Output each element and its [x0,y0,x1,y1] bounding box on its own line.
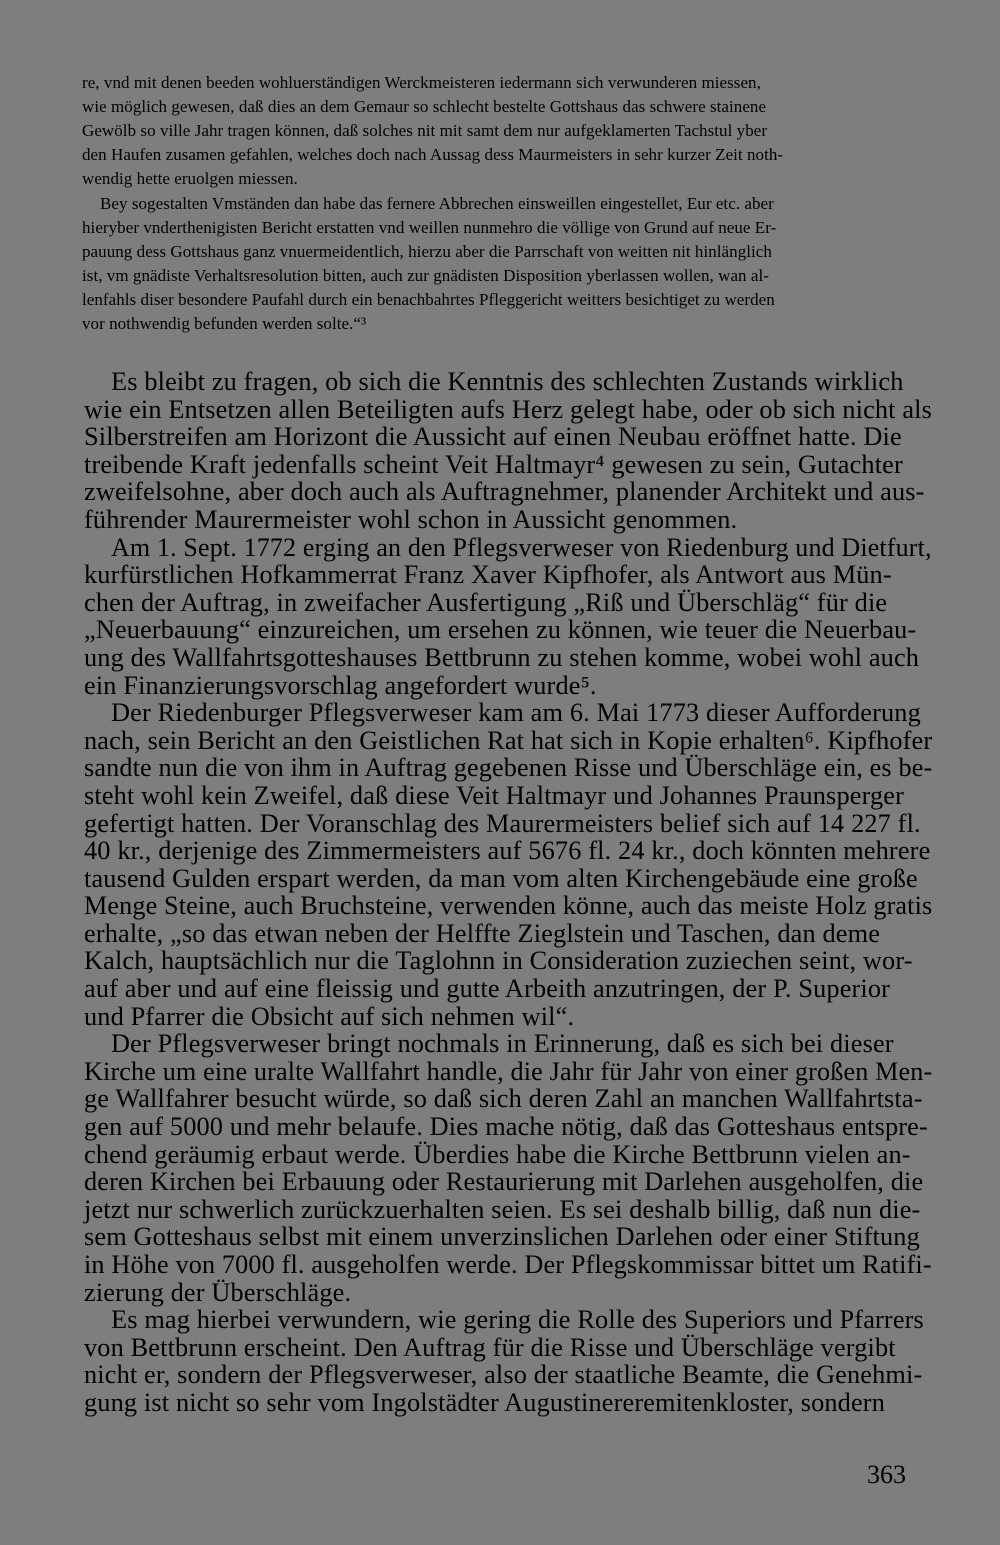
quote-line: lenfahls diser besondere Paufahl durch ein benachbahrtes Pfleggericht weitters besichtiget zu werden [82,289,775,309]
body-line: zierung der Überschläge. [84,1277,352,1307]
quote-line: hieryber vnderthenigisten Bericht erstatten vnd weillen nunmehro die völlige von Grund auf neue Er- [82,217,777,237]
body-line: ge Wallfahrer besucht würde, so daß sich deren Zahl an manchen Wallfahrtsta- [84,1084,923,1114]
body-line: gen auf 5000 und mehr belaufe. Dies mache nötig, daß das Gotteshaus entspre- [84,1112,928,1142]
body-line: sandte nun die von ihm in Auftrag gegebenen Risse und Überschläge ein, es be- [84,753,933,783]
quote-line: den Haufen zusamen gefahlen, welches doch nach Aussag dess Maurmeisters in sehr kurzer Zeit noth- [82,145,784,165]
quote-line: Bey sogestalten Vmständen dan habe das fernere Abbrechen einsweillen eingestellet, Eur etc. aber [100,193,774,213]
body-line: Der Riedenburger Pflegsverweser kam am 6. Mai 1773 dieser Aufforderung [111,698,921,728]
body-line: tausend Gulden erspart werden, da man vom alten Kirchengebäude eine große [84,863,918,893]
quote-line: Gewölb so ville Jahr tragen können, daß solches nit mit samt dem nur aufgeklamerten Tachstul yber [82,121,768,141]
body-line: sem Gotteshaus selbst mit einem unverzinslichen Darlehen oder einer Stiftung [84,1222,920,1252]
page-number: 363 [867,1460,906,1489]
quote-line: pauung dess Gottshaus ganz vnuermeidentlich, hierzu aber die Parrschaft von weitten nit hinlänglich [82,241,772,261]
body-line: auf aber und auf eine fleissig und gutte Arbeith anzutringen, der P. Superior [84,974,891,1004]
body-line: kurfürstlichen Hofkammerrat Franz Xaver Kipfhofer, als Antwort aus Mün- [84,560,892,590]
body-line: Kirche um eine uralte Wallfahrt handle, die Jahr für Jahr von einer großen Men- [84,1056,933,1086]
body-line: zweifelsohne, aber doch auch als Auftragnehmer, planender Architekt und aus- [84,477,925,507]
quote-line: vor nothwendig befunden werden solte.“³ [82,314,367,333]
body-line: gefertigt hatten. Der Voranschlag des Maurermeisters belief sich auf 14 227 fl. [84,808,921,838]
quote-line: wie möglich gewesen, daß dies an dem Gemaur so schlecht bestelte Gottshaus das schwere stainene [82,97,767,117]
body-line: erhalte, „so das etwan neben der Helffte Zieglstein und Taschen, dan deme [84,918,881,948]
body-line: führender Maurermeister wohl schon in Aussicht genommen. [84,504,738,534]
quote-line: re, vnd mit denen beeden wohluerständigen Werckmeisteren iedermann sich verwunderen miessen, [82,73,761,92]
body-line: Der Pflegsverweser bringt nochmals in Erinnerung, daß es sich bei dieser [111,1029,894,1059]
body-line: chend geräumig erbaut werde. Überdies habe die Kirche Bettbrunn vielen an- [84,1139,911,1169]
body-line: wie ein Entsetzen allen Beteiligten aufs Herz gelegt habe, oder ob sich nicht als [84,394,932,424]
body-line: 40 kr., derjenige des Zimmermeisters auf 5676 fl. 24 kr., doch könnten mehrere [84,836,931,866]
body-line: Menge Steine, auch Bruchsteine, verwenden könne, auch das meiste Holz gratis [84,891,933,921]
body-line: Silberstreifen am Horizont die Aussicht auf einen Neubau eröffnet hatte. Die [84,422,902,452]
body-line: ung des Wallfahrtsgotteshauses Bettbrunn zu stehen komme, wobei wohl auch [84,642,920,672]
body-line: treibende Kraft jedenfalls scheint Veit Haltmayr⁴ gewesen zu sein, Gutachter [84,449,903,479]
body-line: nicht er, sondern der Pflegsverweser, also der staatliche Beamte, die Genehmi- [84,1360,923,1390]
quote-line: ist, vm gnädiste Verhaltsresolution bitten, auch zur gnädisten Disposition yberlassen wollen, wan al- [82,265,769,285]
body-line: deren Kirchen bei Erbauung oder Restaurierung mit Darlehen ausgeholfen, die [84,1167,924,1197]
body-line: chen der Auftrag, in zweifacher Ausfertigung „Riß und Überschläg“ für die [84,587,888,617]
body-line: von Bettbrunn erscheint. Den Auftrag für die Risse und Überschläge vergibt [84,1332,896,1362]
body-line: gung ist nicht so sehr vom Ingolstädter Augustinereremitenkloster, sondern [84,1388,886,1417]
quote-line: wendig hette eruolgen miessen. [82,169,298,189]
body-line: Kalch, hauptsächlich nur die Taglohnn in Consideration zuziechen seint, wor- [84,946,913,976]
body-line: Es bleibt zu fragen, ob sich die Kenntnis des schlechten Zustands wirklich [111,367,904,396]
body-line: Am 1. Sept. 1772 erging an den Pflegsverweser von Riedenburg und Dietfurt, [111,532,932,562]
body-line: „Neuerbauung“ einzureichen, um ersehen zu können, wie teuer die Neuerbau- [84,615,917,645]
body-line: steht wohl kein Zweifel, daß diese Veit Haltmayr und Johannes Praunsperger [84,780,905,810]
body-line: jetzt nur schwerlich zurückzuerhalten seien. Es sei deshalb billig, daß nun die- [84,1194,921,1224]
body-line: Es mag hierbei verwundern, wie gering die Rolle des Superiors und Pfarrers [111,1305,924,1335]
body-line: in Höhe von 7000 fl. ausgeholfen werde. Der Pflegskommissar bittet um Ratifi- [84,1250,932,1280]
body-line: ein Finanzierungsvorschlag angefordert wurde⁵. [84,670,597,700]
body-line: und Pfarrer die Obsicht auf sich nehmen wil“. [84,1001,575,1031]
body-line: nach, sein Bericht an den Geistlichen Rat hat sich in Kopie erhalten⁶. Kipfhofer [84,725,933,755]
